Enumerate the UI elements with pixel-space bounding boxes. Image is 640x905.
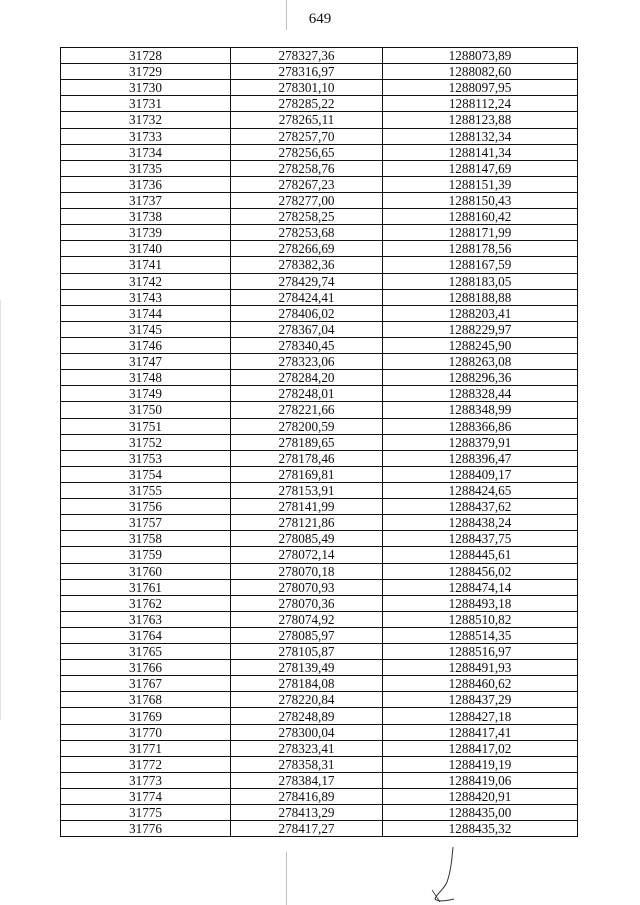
table-row [61,354,578,370]
table-row [61,789,578,805]
point-number-cell: 31761 [61,579,231,595]
table-row [61,708,578,724]
y-coordinate-cell: 1288082,60 [383,64,578,80]
point-number-cell: 31769 [61,708,231,724]
table-row [61,660,578,676]
x-coordinate-cell: 278316,97 [231,64,383,80]
y-coordinate-cell: 1288151,39 [383,176,578,192]
table-row [61,627,578,643]
table-row [61,370,578,386]
y-coordinate-cell: 1288141,34 [383,144,578,160]
point-number-cell: 31760 [61,563,231,579]
point-number-cell: 31736 [61,176,231,192]
x-coordinate-cell: 278256,65 [231,144,383,160]
y-coordinate-cell: 1288296,36 [383,370,578,386]
y-coordinate-cell: 1288460,62 [383,676,578,692]
table-row [61,644,578,660]
table-row [61,611,578,627]
y-coordinate-cell: 1288229,97 [383,321,578,337]
table-row [61,563,578,579]
coordinates-table-body [61,48,578,837]
y-coordinate-cell: 1288491,93 [383,660,578,676]
x-coordinate-cell: 278382,36 [231,257,383,273]
table-row [61,96,578,112]
table-row [61,112,578,128]
point-number-cell: 31742 [61,273,231,289]
y-coordinate-cell: 1288424,65 [383,482,578,498]
point-number-cell: 31750 [61,402,231,418]
y-coordinate-cell: 1288150,43 [383,192,578,208]
table-row [61,402,578,418]
point-number-cell: 31746 [61,337,231,353]
y-coordinate-cell: 1288171,99 [383,225,578,241]
point-number-cell: 31732 [61,112,231,128]
point-number-cell: 31743 [61,289,231,305]
point-number-cell: 31745 [61,321,231,337]
point-number-cell: 31729 [61,64,231,80]
y-coordinate-cell: 1288167,59 [383,257,578,273]
point-number-cell: 31767 [61,676,231,692]
table-row [61,289,578,305]
x-coordinate-cell: 278070,93 [231,579,383,595]
point-number-cell: 31762 [61,595,231,611]
y-coordinate-cell: 1288147,69 [383,160,578,176]
y-coordinate-cell: 1288514,35 [383,627,578,643]
x-coordinate-cell: 278153,91 [231,482,383,498]
table-row [61,724,578,740]
x-coordinate-cell: 278277,00 [231,192,383,208]
y-coordinate-cell: 1288419,06 [383,772,578,788]
y-coordinate-cell: 1288132,34 [383,128,578,144]
table-row [61,579,578,595]
y-coordinate-cell: 1288366,86 [383,418,578,434]
y-coordinate-cell: 1288445,61 [383,547,578,563]
y-coordinate-cell: 1288188,88 [383,289,578,305]
point-number-cell: 31728 [61,48,231,64]
point-number-cell: 31749 [61,386,231,402]
table-row [61,160,578,176]
x-coordinate-cell: 278258,25 [231,209,383,225]
x-coordinate-cell: 278253,68 [231,225,383,241]
table-row [61,482,578,498]
y-coordinate-cell: 1288328,44 [383,386,578,402]
point-number-cell: 31770 [61,724,231,740]
table-row [61,241,578,257]
point-number-cell: 31757 [61,515,231,531]
table-row [61,144,578,160]
point-number-cell: 31734 [61,144,231,160]
point-number-cell: 31740 [61,241,231,257]
point-number-cell: 31772 [61,756,231,772]
point-number-cell: 31768 [61,692,231,708]
table-row [61,225,578,241]
scan-line-vertical-bottom [286,852,287,905]
table-row [61,257,578,273]
y-coordinate-cell: 1288420,91 [383,789,578,805]
y-coordinate-cell: 1288417,02 [383,740,578,756]
point-number-cell: 31738 [61,209,231,225]
table-row [61,692,578,708]
x-coordinate-cell: 278429,74 [231,273,383,289]
point-number-cell: 31759 [61,547,231,563]
x-coordinate-cell: 278184,08 [231,676,383,692]
table-row [61,466,578,482]
table-row [61,305,578,321]
y-coordinate-cell: 1288437,29 [383,692,578,708]
point-number-cell: 31755 [61,482,231,498]
table-row [61,209,578,225]
y-coordinate-cell: 1288178,56 [383,241,578,257]
table-row [61,48,578,64]
table-row [61,418,578,434]
y-coordinate-cell: 1288474,14 [383,579,578,595]
x-coordinate-cell: 278284,20 [231,370,383,386]
point-number-cell: 31775 [61,805,231,821]
table-row [61,80,578,96]
x-coordinate-cell: 278417,27 [231,821,383,837]
y-coordinate-cell: 1288396,47 [383,450,578,466]
scan-line-left-edge [0,300,1,720]
x-coordinate-cell: 278248,89 [231,708,383,724]
x-coordinate-cell: 278178,46 [231,450,383,466]
x-coordinate-cell: 278141,99 [231,499,383,515]
point-number-cell: 31737 [61,192,231,208]
x-coordinate-cell: 278267,23 [231,176,383,192]
y-coordinate-cell: 1288183,05 [383,273,578,289]
y-coordinate-cell: 1288437,75 [383,531,578,547]
x-coordinate-cell: 278105,87 [231,644,383,660]
y-coordinate-cell: 1288516,97 [383,644,578,660]
x-coordinate-cell: 278323,41 [231,740,383,756]
x-coordinate-cell: 278416,89 [231,789,383,805]
table-row [61,740,578,756]
y-coordinate-cell: 1288437,62 [383,499,578,515]
table-row [61,676,578,692]
point-number-cell: 31735 [61,160,231,176]
point-number-cell: 31754 [61,466,231,482]
table-row [61,337,578,353]
y-coordinate-cell: 1288348,99 [383,402,578,418]
y-coordinate-cell: 1288438,24 [383,515,578,531]
table-row [61,450,578,466]
x-coordinate-cell: 278285,22 [231,96,383,112]
table-row [61,192,578,208]
point-number-cell: 31744 [61,305,231,321]
x-coordinate-cell: 278121,86 [231,515,383,531]
x-coordinate-cell: 278384,17 [231,772,383,788]
x-coordinate-cell: 278367,04 [231,321,383,337]
x-coordinate-cell: 278248,01 [231,386,383,402]
point-number-cell: 31752 [61,434,231,450]
y-coordinate-cell: 1288419,19 [383,756,578,772]
y-coordinate-cell: 1288263,08 [383,354,578,370]
x-coordinate-cell: 278265,11 [231,112,383,128]
scan-line-vertical-top [286,0,287,30]
x-coordinate-cell: 278139,49 [231,660,383,676]
y-coordinate-cell: 1288409,17 [383,466,578,482]
point-number-cell: 31730 [61,80,231,96]
point-number-cell: 31739 [61,225,231,241]
x-coordinate-cell: 278301,10 [231,80,383,96]
point-number-cell: 31758 [61,531,231,547]
point-number-cell: 31756 [61,499,231,515]
table-row [61,128,578,144]
table-row [61,805,578,821]
y-coordinate-cell: 1288123,88 [383,112,578,128]
y-coordinate-cell: 1288493,18 [383,595,578,611]
y-coordinate-cell: 1288435,00 [383,805,578,821]
x-coordinate-cell: 278070,18 [231,563,383,579]
y-coordinate-cell: 1288073,89 [383,48,578,64]
y-coordinate-cell: 1288435,32 [383,821,578,837]
table-row [61,595,578,611]
x-coordinate-cell: 278072,14 [231,547,383,563]
y-coordinate-cell: 1288510,82 [383,611,578,627]
x-coordinate-cell: 278169,81 [231,466,383,482]
x-coordinate-cell: 278189,65 [231,434,383,450]
point-number-cell: 31747 [61,354,231,370]
table-row [61,64,578,80]
x-coordinate-cell: 278413,29 [231,805,383,821]
x-coordinate-cell: 278070,36 [231,595,383,611]
table-row [61,499,578,515]
y-coordinate-cell: 1288245,90 [383,337,578,353]
point-number-cell: 31766 [61,660,231,676]
table-row [61,772,578,788]
x-coordinate-cell: 278406,02 [231,305,383,321]
point-number-cell: 31771 [61,740,231,756]
x-coordinate-cell: 278085,97 [231,627,383,643]
x-coordinate-cell: 278221,66 [231,402,383,418]
x-coordinate-cell: 278358,31 [231,756,383,772]
y-coordinate-cell: 1288160,42 [383,209,578,225]
point-number-cell: 31773 [61,772,231,788]
signature [424,846,464,904]
y-coordinate-cell: 1288097,95 [383,80,578,96]
point-number-cell: 31733 [61,128,231,144]
point-number-cell: 31731 [61,96,231,112]
x-coordinate-cell: 278200,59 [231,418,383,434]
table-row [61,756,578,772]
point-number-cell: 31776 [61,821,231,837]
x-coordinate-cell: 278266,69 [231,241,383,257]
x-coordinate-cell: 278323,06 [231,354,383,370]
x-coordinate-cell: 278085,49 [231,531,383,547]
x-coordinate-cell: 278327,36 [231,48,383,64]
point-number-cell: 31763 [61,611,231,627]
point-number-cell: 31764 [61,627,231,643]
x-coordinate-cell: 278257,70 [231,128,383,144]
y-coordinate-cell: 1288379,91 [383,434,578,450]
table-row [61,273,578,289]
point-number-cell: 31765 [61,644,231,660]
x-coordinate-cell: 278424,41 [231,289,383,305]
table-row [61,531,578,547]
table-row [61,386,578,402]
point-number-cell: 31774 [61,789,231,805]
y-coordinate-cell: 1288203,41 [383,305,578,321]
y-coordinate-cell: 1288427,18 [383,708,578,724]
point-number-cell: 31753 [61,450,231,466]
x-coordinate-cell: 278300,04 [231,724,383,740]
x-coordinate-cell: 278258,76 [231,160,383,176]
page-number: 649 [308,11,332,27]
point-number-cell: 31751 [61,418,231,434]
y-coordinate-cell: 1288112,24 [383,96,578,112]
x-coordinate-cell: 278340,45 [231,337,383,353]
point-number-cell: 31748 [61,370,231,386]
table-row [61,176,578,192]
table-row [61,434,578,450]
table-row [61,321,578,337]
table-row [61,821,578,837]
coordinates-table [60,47,578,837]
y-coordinate-cell: 1288417,41 [383,724,578,740]
table-row [61,547,578,563]
table-row [61,515,578,531]
y-coordinate-cell: 1288456,02 [383,563,578,579]
x-coordinate-cell: 278074,92 [231,611,383,627]
x-coordinate-cell: 278220,84 [231,692,383,708]
point-number-cell: 31741 [61,257,231,273]
